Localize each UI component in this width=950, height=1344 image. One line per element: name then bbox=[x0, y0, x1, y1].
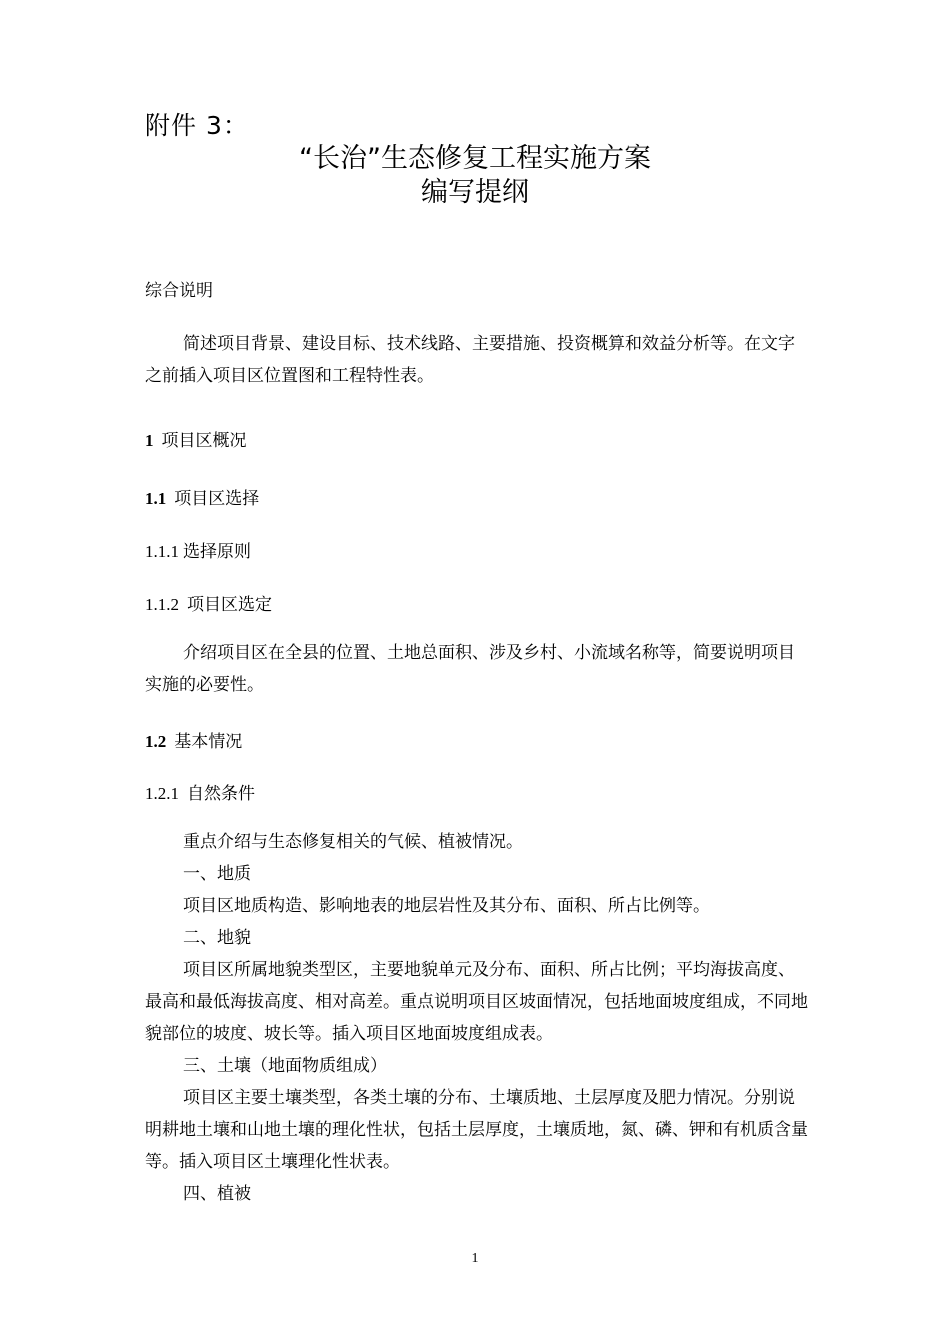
document-title: “长治”生态修复工程实施方案 bbox=[299, 143, 651, 174]
vegetation-heading: 四、植被 bbox=[183, 1184, 251, 1204]
section-1-2-1-heading bbox=[145, 779, 255, 804]
summary-heading: 综合说明 bbox=[145, 281, 213, 301]
geology-heading: 一、地质 bbox=[183, 864, 251, 884]
section-title: 自然条件 bbox=[187, 784, 255, 804]
document-subtitle: 编写提纲 bbox=[421, 177, 529, 208]
section-title: 基本情况 bbox=[174, 732, 243, 752]
landform-text: 项目区所属地貌类型区，主要地貌单元及分布、面积、所占比例；平均海拔高度、最高和最低海拔高度、相对高差。重点说明项目区坡面情况，包括地面坡度组成，不同地貌部位的坡度、坡长等。插入项目区地面坡度组成表。 bbox=[145, 960, 808, 1044]
section-1-heading bbox=[145, 426, 247, 451]
section-1-2-heading bbox=[145, 727, 242, 752]
soil-text: 项目区主要土壤类型，各类土壤的分布、土壤质地、土层厚度及肥力情况。分别说明耕地土壤和山地土壤的理化性状，包括土层厚度，土壤质地，氮、磷、钾和有机质含量等。插入项目区土壤理化性状表。 bbox=[145, 1088, 808, 1172]
page-number: 1 bbox=[471, 1251, 479, 1266]
section-1-1-2-heading bbox=[145, 590, 272, 615]
section-title: 项目区选择 bbox=[174, 489, 260, 509]
natural-conditions-body bbox=[145, 826, 810, 1210]
section-number: 1 bbox=[145, 431, 154, 450]
soil-heading: 三、土壤（地面物质组成） bbox=[183, 1056, 387, 1076]
section-number: 1.2 bbox=[145, 732, 167, 751]
section-title: 项目区概况 bbox=[161, 431, 247, 451]
landform-heading: 二、地貌 bbox=[183, 928, 251, 948]
section-1-1-1-heading bbox=[145, 537, 251, 562]
section-title: 项目区选定 bbox=[187, 595, 272, 615]
section-1-1-2-paragraph bbox=[145, 637, 810, 701]
attachment-label: 附件 3： bbox=[145, 111, 249, 140]
section-1-1-heading bbox=[145, 484, 259, 509]
section-number: 1.1.1 bbox=[145, 542, 179, 561]
section-number: 1.2.1 bbox=[145, 784, 179, 803]
summary-paragraph bbox=[145, 328, 810, 392]
natural-intro: 重点介绍与生态修复相关的气候、植被情况。 bbox=[183, 832, 523, 852]
summary-text: 简述项目背景、建设目标、技术线路、主要措施、投资概算和效益分析等。在文字之前插入项目区位置图和工程特性表。 bbox=[145, 334, 795, 386]
geology-text: 项目区地质构造、影响地表的地层岩性及其分布、面积、所占比例等。 bbox=[183, 896, 710, 916]
section-number: 1.1.2 bbox=[145, 595, 179, 614]
section-title: 选择原则 bbox=[183, 542, 251, 562]
section-number: 1.1 bbox=[145, 489, 167, 508]
paragraph-text: 介绍项目区在全县的位置、土地总面积、涉及乡村、小流域名称等，简要说明项目实施的必要性。 bbox=[145, 643, 795, 695]
